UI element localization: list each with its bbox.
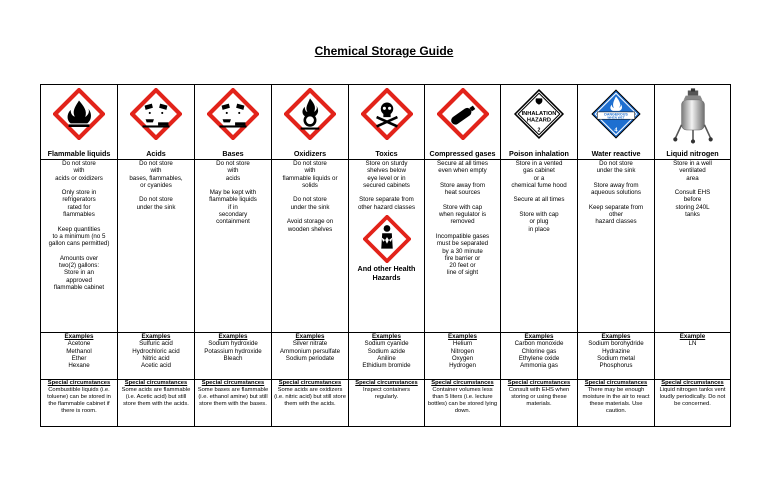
storage-line: approved: [66, 276, 92, 284]
placard-text: INHALATION: [521, 111, 557, 118]
storage-line: flammable cabinet: [53, 284, 105, 292]
column-name-acids: Acids: [146, 149, 166, 158]
special-text: Combustible liquids (i.e. toluene) can be stored in the flammable cabinet if there is room.: [47, 387, 111, 414]
examples-cell-flammable: [41, 333, 118, 380]
storage-line: Keep separate from: [588, 203, 644, 211]
examples-cell-oxidizers: [272, 333, 349, 380]
special-text: Container volumes less than 5 liters (i.e. lecture bottles) can be stored lying down.: [427, 387, 498, 414]
column-name-liquid-nitrogen: Liquid nitrogen: [666, 149, 719, 158]
example-item: Silver nitrate: [292, 340, 328, 348]
examples-heading: Examples: [295, 333, 325, 340]
storage-line: even when empty: [438, 167, 487, 175]
storage-line: Store separate from: [359, 196, 414, 204]
storage-cell-liquid-nitrogen: [655, 160, 731, 333]
examples-heading: Examples: [601, 333, 631, 340]
health-hazard-block: [351, 215, 422, 282]
example-item: Ammonium persulfate: [279, 347, 341, 355]
page-title: Chemical Storage Guide: [314, 44, 454, 58]
examples-heading: Examples: [524, 333, 554, 340]
storage-line: by a 30 minute: [442, 247, 483, 255]
special-text: Liquid nitrogen tanks vent loudly periodically. Do not be concerned.: [659, 387, 726, 407]
storage-line: Store with cap: [519, 211, 559, 219]
storage-line: [43, 248, 115, 255]
corrosion-pictogram-icon: [207, 88, 259, 140]
storage-line: [351, 189, 422, 196]
storage-line: [580, 196, 652, 203]
health-hazard-label: And other Health Hazards: [357, 264, 416, 282]
storage-line: Secure at all times: [513, 196, 565, 204]
column-name-bases: Bases: [222, 149, 244, 158]
storage-line: acids or oxidizers: [55, 174, 103, 182]
storage-line: containment: [216, 218, 250, 226]
header-oxidizers: [272, 85, 349, 160]
special-heading: Special circumstances: [507, 380, 571, 386]
storage-cell-flammable: [41, 160, 118, 333]
special-cell-bases: [195, 380, 272, 427]
storage-line: other: [608, 211, 624, 219]
storage-line: [427, 196, 498, 203]
storage-cell-bases: [195, 160, 272, 333]
placard-text: DANGEROUS: [604, 112, 628, 117]
examples-row: [41, 333, 731, 380]
storage-line: Keep quantities: [57, 225, 101, 233]
storage-line: Store with cap: [442, 203, 483, 211]
storage-line: [274, 211, 346, 218]
storage-line: flammable liquids or: [282, 174, 338, 182]
header-compressed: [425, 85, 501, 160]
storage-line: Store in an: [64, 269, 94, 277]
special-cell-compressed: [425, 380, 501, 427]
dangerous-when-wet-placard-icon: [590, 88, 642, 140]
storage-cell-compressed: [425, 160, 501, 333]
special-heading: Special circumstances: [124, 380, 188, 386]
example-item: Ethidium bromide: [362, 362, 411, 370]
example-item: Sodium hydroxide: [208, 340, 258, 348]
example-item: Bleach: [223, 354, 243, 362]
example-item: Sodium azide: [367, 347, 406, 355]
example-item: Phosphorus: [599, 362, 633, 370]
storage-line: Do not store: [139, 160, 173, 167]
storage-line: heat sources: [444, 189, 481, 197]
storage-line: bases, flammables,: [129, 174, 183, 182]
storage-line: Do not store: [139, 196, 173, 204]
storage-line: other hazard classes: [357, 203, 416, 211]
health-hazard-pictogram-icon: [363, 215, 411, 263]
storage-line: to a minimum (no 5: [52, 232, 106, 240]
storage-line: under the sink: [136, 203, 176, 211]
header-bases: [195, 85, 272, 160]
inhalation-hazard-placard-icon: [513, 88, 565, 140]
column-name-toxics: Toxics: [375, 149, 398, 158]
storage-line: Do not store: [293, 196, 327, 204]
storage-line: must be separated: [436, 240, 489, 248]
examples-cell-compressed: [425, 333, 501, 380]
example-item: Acetone: [67, 340, 91, 348]
header-toxics: [349, 85, 425, 160]
storage-line: Amounts over: [59, 254, 99, 262]
corrosion-pictogram-icon: [130, 88, 182, 140]
storage-line: chemical fume hood: [511, 181, 567, 189]
header-flammable: [41, 85, 118, 160]
storage-line: 20 feet or: [449, 262, 476, 270]
storage-line: Secure at all times: [437, 160, 488, 167]
storage-line: May be kept with: [209, 189, 257, 197]
storage-cell-inhalation: [501, 160, 578, 333]
storage-line: [503, 189, 575, 196]
storage-line: [43, 218, 115, 225]
storage-line: Do not store: [599, 160, 633, 167]
special-cell-toxics: [349, 380, 425, 427]
storage-line: refrigerators: [62, 196, 96, 204]
storage-line: wooden shelves: [287, 225, 333, 233]
storage-line: rated for: [67, 203, 91, 211]
storage-line: [580, 175, 652, 182]
storage-line: area: [686, 174, 699, 182]
storage-line: with: [227, 167, 239, 175]
gas-cylinder-pictogram-icon: [437, 88, 489, 140]
storage-line: Do not store: [293, 160, 327, 167]
placard-text: WHEN WET: [607, 115, 625, 120]
example-item: Chlorine gas: [521, 347, 557, 355]
storage-cell-oxidizers: [272, 160, 349, 333]
storage-line: under the sink: [290, 203, 330, 211]
storage-line: flammable liquids: [209, 196, 257, 204]
storage-line: Store away from: [439, 181, 486, 189]
chemical-storage-table: [40, 84, 731, 427]
storage-line: two(2) gallons:: [58, 262, 100, 270]
column-name-flammable: Flammable liquids: [47, 149, 111, 158]
special-cell-acids: [118, 380, 195, 427]
example-item: Ammonia gas: [520, 362, 558, 370]
examples-heading: Example: [679, 333, 706, 340]
storage-line: [427, 226, 498, 233]
examples-cell-water-reactive: [578, 333, 655, 380]
storage-line: Do not store: [62, 160, 96, 167]
storage-line: Store in a vented: [515, 160, 563, 167]
storage-line: removed: [450, 218, 475, 226]
example-item: Hexane: [68, 362, 90, 370]
storage-line: Incompatible gases: [435, 232, 490, 240]
storage-line: Only store in: [61, 189, 97, 197]
storage-line: gallon cans permitted): [48, 240, 110, 248]
example-item: Nitrogen: [450, 347, 475, 355]
example-item: Carbon monoxide: [514, 340, 564, 348]
example-item: LN: [688, 340, 697, 348]
header-inhalation: [501, 85, 578, 160]
examples-heading: Examples: [372, 333, 401, 340]
special-text: Inspect containers regularly.: [362, 387, 411, 400]
special-cell-liquid-nitrogen: [655, 380, 731, 427]
placard-class-number: 4: [614, 127, 618, 134]
flame-pictogram-icon: [53, 88, 105, 140]
examples-cell-inhalation: [501, 333, 578, 380]
header-liquid-nitrogen: [655, 85, 731, 160]
storage-line: Store on sturdy: [365, 160, 408, 167]
special-heading: Special circumstances: [47, 380, 111, 386]
example-item: Sodium borohydride: [588, 340, 644, 348]
examples-cell-toxics: [349, 333, 425, 380]
examples-cell-liquid-nitrogen: [655, 333, 731, 380]
special-text: There may be enough moisture in the air to react these materials. Use caution.: [582, 387, 650, 414]
special-heading: Special circumstances: [431, 380, 494, 386]
storage-line: ventilated: [679, 167, 706, 175]
special-text: Some acids are flammable (i.e. Acetic acid) but still store them with the acids.: [121, 387, 191, 407]
example-item: Sulfuric acid: [139, 340, 173, 348]
example-item: Sodium periodate: [285, 354, 335, 362]
storage-line: Consult EHS: [674, 189, 711, 197]
storage-line: [120, 189, 192, 196]
storage-line: or plug: [529, 218, 549, 226]
storage-line: line of sight: [446, 269, 479, 277]
special-heading: Special circumstances: [201, 380, 265, 386]
example-item: Sodium metal: [597, 354, 635, 362]
column-name-inhalation: Poison inhalation: [509, 149, 569, 158]
column-name-compressed: Compressed gases: [429, 149, 496, 158]
example-item: Hydrochloric acid: [132, 347, 180, 355]
storage-line: with: [73, 167, 85, 175]
storage-line: [503, 204, 575, 211]
storage-line: solids: [302, 181, 318, 189]
storage-line: shelves below: [367, 167, 406, 175]
example-item: Ethylene oxide: [518, 354, 560, 362]
storage-line: tanks: [685, 211, 700, 219]
storage-line: Do not store: [216, 160, 250, 167]
example-item: Methanol: [66, 347, 92, 355]
storage-line: if in: [228, 203, 238, 211]
storage-line: Store in a well: [673, 160, 712, 167]
skull-crossbones-pictogram-icon: [361, 88, 413, 140]
example-item: Aniline: [377, 354, 396, 362]
storage-row: [41, 160, 731, 333]
examples-heading: Examples: [141, 333, 171, 340]
example-item: Sodium cyanide: [364, 340, 409, 348]
storage-line: eye level or in: [367, 174, 406, 182]
storage-line: acids: [225, 174, 241, 182]
storage-line: storing 240L: [675, 203, 710, 211]
special-heading: Special circumstances: [278, 380, 342, 386]
examples-cell-bases: [195, 333, 272, 380]
special-row: [41, 380, 731, 427]
storage-line: Store away from: [593, 181, 639, 189]
special-heading: Special circumstances: [584, 380, 648, 386]
storage-line: with: [304, 167, 316, 175]
special-text: Some acids are oxidizers (i.e. nitric acid) but still store them with the acids.: [274, 387, 346, 407]
example-item: Nitric acid: [142, 354, 170, 362]
column-name-oxidizers: Oxidizers: [293, 149, 327, 158]
storage-line: secondary: [218, 211, 248, 219]
special-heading: Special circumstances: [661, 380, 724, 386]
storage-line: fire barrier or: [444, 254, 481, 262]
storage-line: when regulator is: [438, 211, 487, 219]
example-item: Oxygen: [451, 354, 474, 362]
storage-line: [274, 189, 346, 196]
storage-cell-acids: [118, 160, 195, 333]
storage-line: with: [150, 167, 162, 175]
storage-line: secured cabinets: [363, 181, 410, 189]
storage-cell-water-reactive: [578, 160, 655, 333]
storage-line: or cyanides: [140, 181, 172, 189]
column-name-water-reactive: Water reactive: [591, 149, 641, 158]
storage-line: [197, 182, 269, 189]
storage-line: aqueous solutions: [591, 189, 641, 197]
header-row: [41, 85, 731, 160]
examples-heading: Examples: [218, 333, 248, 340]
storage-line: flammables: [63, 211, 95, 219]
storage-line: [657, 182, 728, 189]
dewar-tank-icon: [667, 88, 719, 146]
special-text: Some bases are flammable (i.e. ethanol amine) but still store them with the bases.: [197, 387, 269, 407]
header-acids: [118, 85, 195, 160]
placard-text: HAZARD: [526, 117, 552, 124]
special-text: Consult with EHS when storing or using these materials.: [508, 387, 570, 407]
example-item: Acetic acid: [141, 362, 171, 370]
storage-line: before: [683, 196, 702, 204]
special-heading: Special circumstances: [355, 380, 418, 386]
header-water-reactive: [578, 85, 655, 160]
special-cell-oxidizers: [272, 380, 349, 427]
storage-line: under the sink: [596, 167, 636, 175]
placard-class-number: 2: [537, 127, 541, 134]
storage-line: Avoid storage on: [286, 218, 334, 226]
example-item: Helium: [452, 340, 473, 348]
examples-heading: Examples: [64, 333, 94, 340]
example-item: Hydrazine: [602, 347, 630, 355]
example-item: Hydrogen: [449, 362, 476, 370]
storage-line: gas cabinet: [523, 167, 555, 175]
special-cell-flammable: [41, 380, 118, 427]
special-cell-inhalation: [501, 380, 578, 427]
storage-line: in place: [528, 225, 550, 233]
examples-heading: Examples: [448, 333, 477, 340]
examples-cell-acids: [118, 333, 195, 380]
storage-line: [43, 182, 115, 189]
storage-line: [427, 175, 498, 182]
example-item: Ether: [71, 354, 87, 362]
flame-over-circle-pictogram-icon: [284, 88, 336, 140]
storage-cell-toxics: [349, 160, 425, 333]
storage-line: hazard classes: [595, 218, 637, 226]
special-cell-water-reactive: [578, 380, 655, 427]
storage-line: or a: [533, 174, 545, 182]
example-item: Potassium hydroxide: [204, 347, 262, 355]
